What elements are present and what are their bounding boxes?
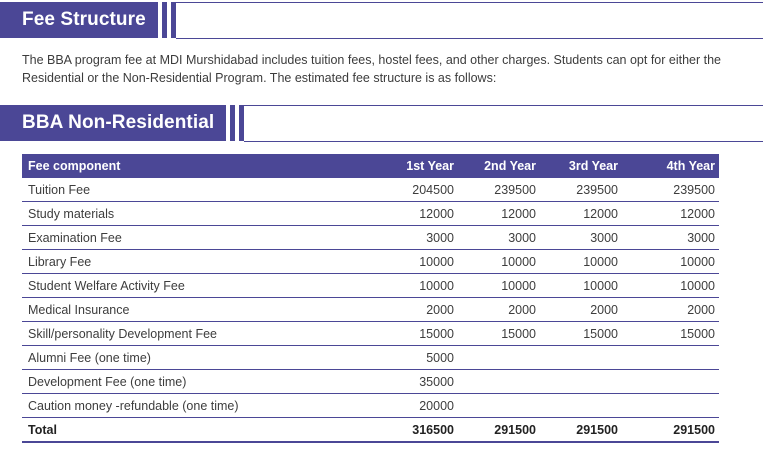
table-cell bbox=[622, 370, 719, 394]
table-cell: 10000 bbox=[458, 250, 540, 274]
table-cell: 291500 bbox=[540, 418, 622, 443]
table-cell: 5000 bbox=[360, 346, 458, 370]
table-cell: 10000 bbox=[622, 250, 719, 274]
table-cell: 15000 bbox=[360, 322, 458, 346]
table-cell: 239500 bbox=[622, 178, 719, 202]
table-cell: 204500 bbox=[360, 178, 458, 202]
header-rule bbox=[176, 2, 763, 39]
table-cell: Total bbox=[22, 418, 360, 443]
table-cell: 15000 bbox=[540, 322, 622, 346]
column-header: 1st Year bbox=[360, 154, 458, 178]
section-header-bba-non-residential bbox=[0, 105, 244, 141]
table-cell: 12000 bbox=[540, 202, 622, 226]
column-header: Fee component bbox=[22, 154, 360, 178]
table-cell: 3000 bbox=[622, 226, 719, 250]
table-cell: 239500 bbox=[540, 178, 622, 202]
column-header: 2nd Year bbox=[458, 154, 540, 178]
table-cell: 10000 bbox=[360, 274, 458, 298]
table-cell bbox=[622, 346, 719, 370]
section-title: BBA Non-Residential bbox=[0, 105, 226, 141]
table-cell: 10000 bbox=[540, 274, 622, 298]
table-row bbox=[22, 178, 719, 202]
table-cell: Student Welfare Activity Fee bbox=[22, 274, 360, 298]
table-cell: 10000 bbox=[360, 250, 458, 274]
table-cell: 20000 bbox=[360, 394, 458, 418]
table-cell bbox=[458, 394, 540, 418]
table-cell: 2000 bbox=[360, 298, 458, 322]
table-cell: 15000 bbox=[458, 322, 540, 346]
table-cell: Caution money -refundable (one time) bbox=[22, 394, 360, 418]
table-cell: 15000 bbox=[622, 322, 719, 346]
table-cell: 12000 bbox=[622, 202, 719, 226]
table-row bbox=[22, 322, 719, 346]
intro-paragraph: The BBA program fee at MDI Murshidabad includes tuition fees, hostel fees, and other charges. Students can opt for either the Residential or the Non-Residential Program. The estimated fee structure is as follows: bbox=[22, 53, 722, 85]
table-row bbox=[22, 226, 719, 250]
table-cell: Study materials bbox=[22, 202, 360, 226]
table-cell: Examination Fee bbox=[22, 226, 360, 250]
table-header-row bbox=[22, 154, 719, 178]
table-cell: 3000 bbox=[360, 226, 458, 250]
table-cell bbox=[458, 346, 540, 370]
table-cell: Skill/personality Development Fee bbox=[22, 322, 360, 346]
header-rule bbox=[244, 105, 763, 142]
table-cell: 2000 bbox=[540, 298, 622, 322]
section-title: Fee Structure bbox=[0, 2, 158, 38]
table-cell: Medical Insurance bbox=[22, 298, 360, 322]
table-cell: 10000 bbox=[458, 274, 540, 298]
table-row bbox=[22, 346, 719, 370]
table-cell: 10000 bbox=[622, 274, 719, 298]
table-cell bbox=[540, 346, 622, 370]
table-cell: 35000 bbox=[360, 370, 458, 394]
table-row bbox=[22, 370, 719, 394]
table-cell: 239500 bbox=[458, 178, 540, 202]
table-cell: Library Fee bbox=[22, 250, 360, 274]
table-cell: 291500 bbox=[458, 418, 540, 443]
table-cell: 10000 bbox=[540, 250, 622, 274]
table-row bbox=[22, 202, 719, 226]
table-row bbox=[22, 394, 719, 418]
table-cell: 12000 bbox=[360, 202, 458, 226]
table-cell: 3000 bbox=[458, 226, 540, 250]
table-cell bbox=[540, 370, 622, 394]
table-cell: 2000 bbox=[458, 298, 540, 322]
table-cell: 316500 bbox=[360, 418, 458, 443]
column-header: 4th Year bbox=[622, 154, 719, 178]
table-cell: 3000 bbox=[540, 226, 622, 250]
table-cell: Development Fee (one time) bbox=[22, 370, 360, 394]
table-cell: 12000 bbox=[458, 202, 540, 226]
table-cell bbox=[458, 370, 540, 394]
column-header: 3rd Year bbox=[540, 154, 622, 178]
table-row bbox=[22, 274, 719, 298]
table-cell: 291500 bbox=[622, 418, 719, 443]
table-row bbox=[22, 298, 719, 322]
table-cell: 2000 bbox=[622, 298, 719, 322]
table-total-row bbox=[22, 418, 719, 443]
decorative-bar bbox=[162, 2, 167, 38]
decorative-bar bbox=[230, 105, 235, 141]
table-row bbox=[22, 250, 719, 274]
table-cell: Tuition Fee bbox=[22, 178, 360, 202]
table-cell bbox=[622, 394, 719, 418]
table-cell bbox=[540, 394, 622, 418]
fee-table bbox=[22, 154, 719, 443]
table-cell: Alumni Fee (one time) bbox=[22, 346, 360, 370]
section-header-fee-structure bbox=[0, 2, 176, 38]
